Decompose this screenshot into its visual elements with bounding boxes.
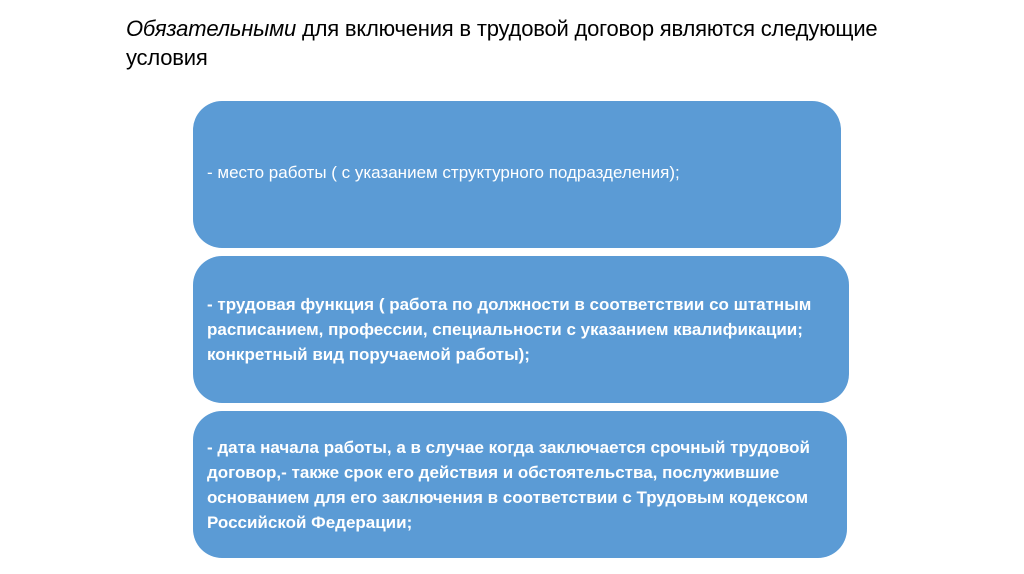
title-emphasis: Обязательными: [126, 16, 297, 41]
condition-text-workplace: - место работы ( с указанием структурного подразделения);: [207, 163, 680, 182]
slide-title: [126, 14, 946, 72]
condition-text-labor-function: - трудовая функция ( работа по должности в соответствии со штатным расписанием, профессии, специальности с указанием квалификации; конкретный вид поручаемой работы);: [207, 295, 812, 364]
condition-text-start-date: - дата начала работы, а в случае когда заключается срочный трудовой договор,- также срок его действия и обстоятельства, послужившие основанием для его заключения в соответствии с Трудовым кодексом Российской Федерации;: [207, 437, 810, 532]
condition-box-labor-function: [194, 257, 848, 402]
condition-box-start-date: [194, 412, 846, 557]
title-rest: для включения в трудовой договор являются следующие условия: [126, 16, 878, 70]
condition-box-workplace: [194, 102, 840, 247]
